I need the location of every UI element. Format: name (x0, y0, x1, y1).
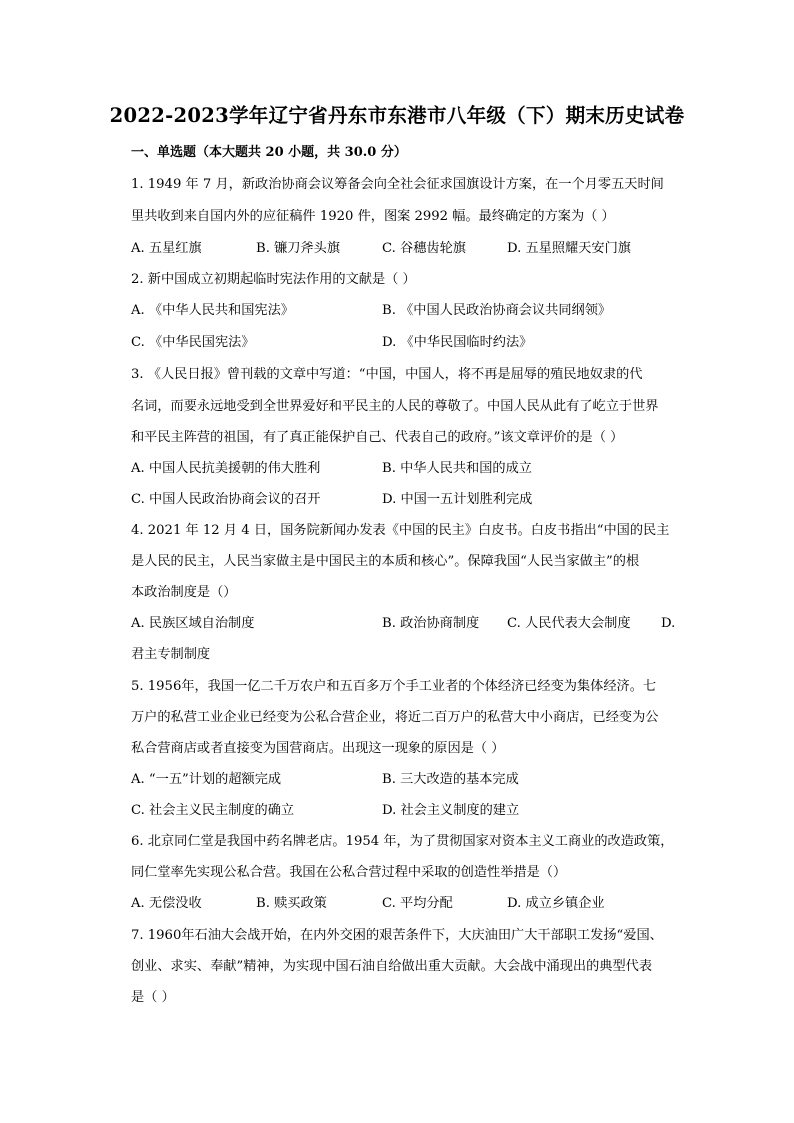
question-3-option-d: D. 中国一五计划胜利完成 (382, 492, 533, 507)
question-7-line-1: 7. 1960年石油大会战开始，在内外交困的艰苦条件下，大庆油田广大干部职工发扬“爱国、 (131, 928, 663, 943)
question-6-option-d: D. 成立乡镇企业 (507, 896, 605, 911)
question-6-option-a: A. 无偿没收 (131, 896, 202, 911)
question-5-line-2: 万户的私营工业企业已经变为公私合营企业，将近二百万户的私营大中小商店，已经变为公 (131, 710, 659, 725)
question-1-option-d: D. 五星照耀天安门旗 (507, 241, 631, 256)
question-6-option-b: B. 赎买政策 (256, 896, 327, 911)
question-2-option-d: D. 《中华民国临时约法》 (382, 335, 533, 350)
question-6-line-2: 同仁堂率先实现公私合营。我国在公私合营过程中采取的创造性举措是（） (131, 865, 567, 880)
question-3-option-b: B. 中华人民共和国的成立 (382, 461, 532, 476)
question-5-option-d: D. 社会主义制度的建立 (382, 803, 520, 818)
question-2-option-b: B. 《中国人民政治协商会议共同纲领》 (382, 303, 612, 318)
section-heading: 一、单选题（本大题共 20 小题，共 30.0 分） (131, 145, 407, 160)
question-4-option-b: B. 政治协商制度 (382, 616, 480, 631)
question-4-line-3: 本政治制度是（） (131, 585, 237, 600)
question-1-line-1: 1. 1949 年 7 月，新政治协商会议筹备会向全社会征求国旗设计方案，在一个月零五天时间 (131, 177, 664, 192)
question-4-option-c: C. 人民代表大会制度 (507, 616, 631, 631)
question-3-line-1: 3. 《人民日报》曾刊载的文章中写道：“中国，中国人，将不再是屈辱的殖民地奴隶的代 (131, 367, 643, 382)
question-5-line-1: 5. 1956年，我国一亿二千万农户和五百多万个手工业者的个体经济已经变为集体经济。七 (131, 679, 657, 694)
question-4-option-d: D. (661, 616, 676, 631)
question-6-option-c: C. 平均分配 (382, 896, 453, 911)
question-3-line-2: 名词，而要永远地受到全世界爱好和平民主的人民的尊敬了。中国人民从此有了屹立于世界 (131, 399, 659, 414)
question-2-option-a: A. 《中华人民共和国宪法》 (131, 303, 294, 318)
question-5-option-c: C. 社会主义民主制度的确立 (131, 803, 295, 818)
question-5-option-b: B. 三大改造的基本完成 (382, 772, 519, 787)
question-2-line-1: 2. 新中国成立初期起临时宪法作用的文献是（ ） (131, 272, 416, 287)
question-2-option-c: C. 《中华民国宪法》 (131, 335, 255, 350)
question-6-line-1: 6. 北京同仁堂是我国中药名牌老店。1954 年，为了贯彻国家对资本主义工商业的改造政策， (131, 834, 674, 849)
question-3-line-3: 和平民主阵营的祖国，有了真正能保护自己、代表自己的政府。”该文章评价的是（ ） (131, 430, 624, 445)
question-5-option-a: A. “一五”计划的超额完成 (131, 772, 282, 787)
question-1-option-c: C. 谷穗齿轮旗 (382, 241, 466, 256)
question-4-line-1: 4. 2021 年 12 月 4 日，国务院新闻办发表《中国的民主》白皮书。白皮书指出“中国的民主 (131, 523, 670, 538)
question-1-line-2: 里共收到来自国内外的应征稿件 1920 件，图案 2992 幅。最终确定的方案为（ ） (131, 209, 615, 224)
question-1-option-b: B. 镰刀斧头旗 (256, 241, 341, 256)
question-4-line-2: 是人民的民主，人民当家做主是中国民主的本质和核心”。保障我国“人民当家做主”的根 (131, 554, 640, 569)
question-1-option-a: A. 五星红旗 (131, 241, 202, 256)
exam-title: 2022-2023学年辽宁省丹东市东港市八年级（下）期末历史试卷 (109, 104, 685, 127)
question-4-option-a: A. 民族区域自治制度 (131, 616, 255, 631)
question-7-line-3: 是（ ） (131, 990, 175, 1005)
question-7-line-2: 创业、求实、奉献”精神，为实现中国石油自给做出重大贡献。大会战中涌现出的典型代表 (131, 959, 653, 974)
question-4-option-d-text: 君主专制制度 (131, 647, 211, 662)
question-3-option-a: A. 中国人民抗美援朝的伟大胜利 (131, 461, 321, 476)
question-5-line-3: 私合营商店或者直接变为国营商店。出现这一现象的原因是（ ） (131, 741, 505, 756)
question-3-option-c: C. 中国人民政治协商会议的召开 (131, 492, 321, 507)
